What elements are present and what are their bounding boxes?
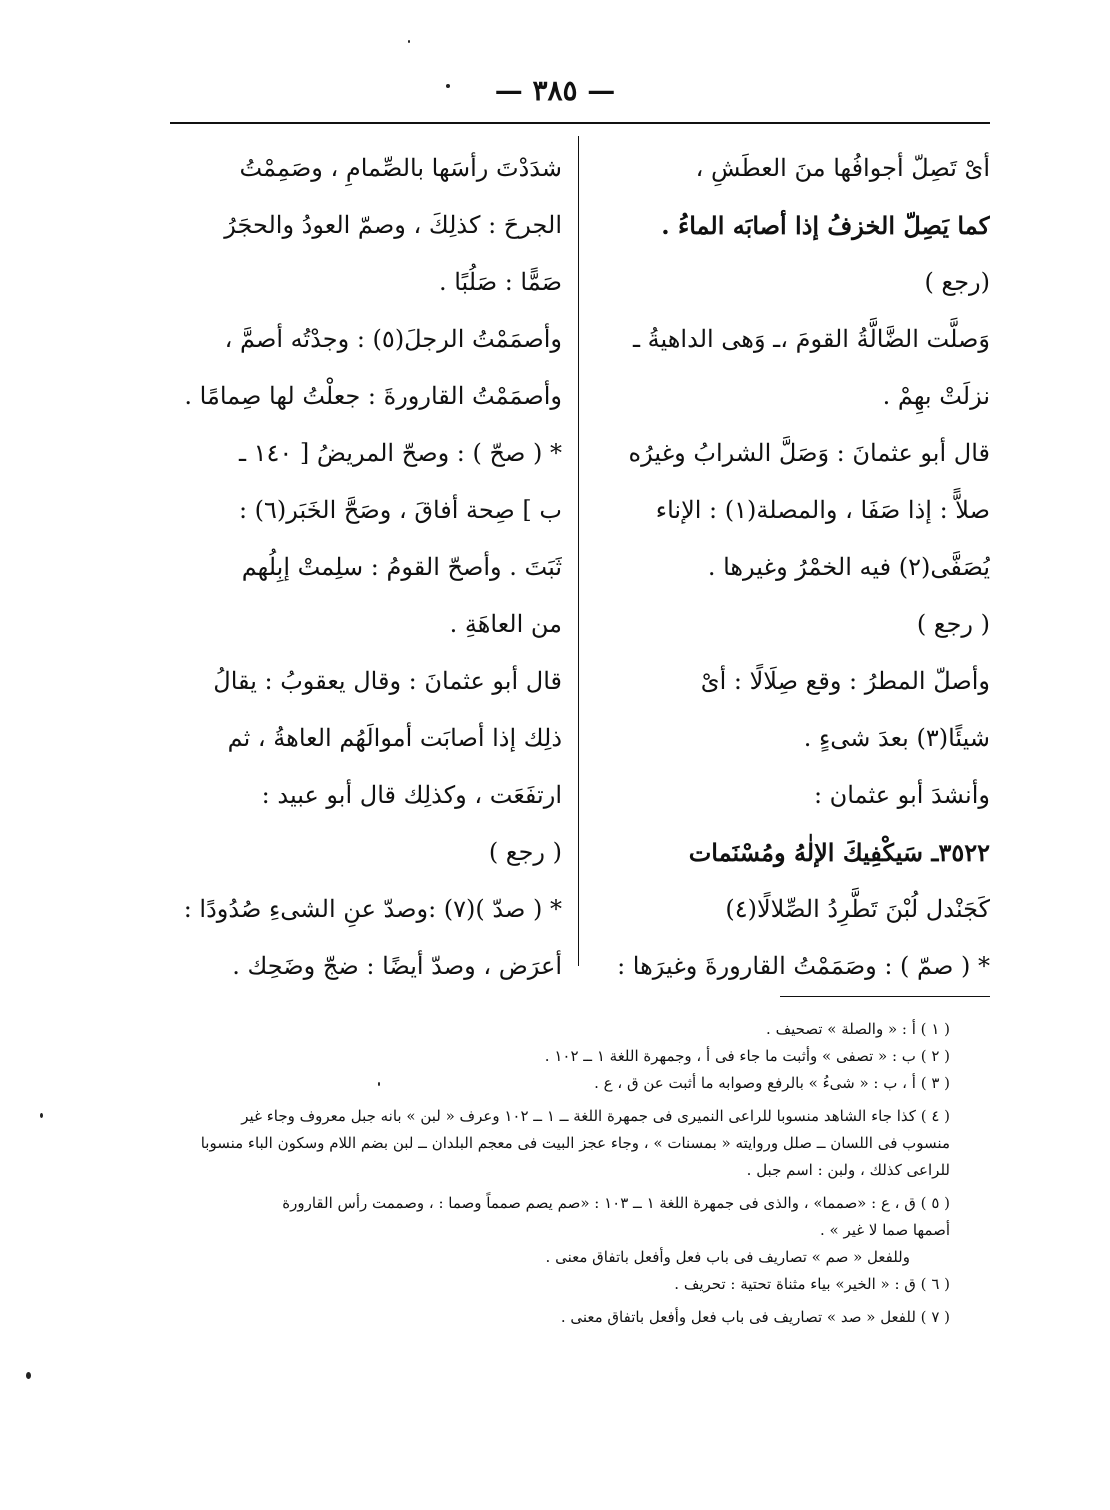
ink-speck [446,84,450,88]
footnote: ( ٧ ) للفعل « صد » تصاريف فى باب فعل وأفعل باتفاق معنى . [560,1308,950,1326]
entry-heading: * ( صحّ ) : وصحّ المريضُ [ ١٤٠ ـ [238,439,562,467]
ink-speck [408,40,410,43]
page-number: — ٣٨٥ — [494,74,616,107]
text-line: أىْ تَصِلّ أجوافُها منَ العطَشِ ، [695,154,990,182]
footnotes [170,1016,950,1331]
header-rule [170,122,990,124]
entry-heading: * ( صمّ ) : وصَمَمْتُ القارورةَ وغيرَها : [617,952,990,980]
text-line: شيئًا(٣) بعدَ شىءٍ . [803,724,990,752]
text-line: قال أبو عثمانَ : وَصَلَّ الشرابُ وغيرُه [628,439,990,467]
text-line: الجرحَ : كذلِكَ ، وصمّ العودُ والحجَرُ [224,211,562,239]
footnote: ( ٢ ) ب : « تصفى » وأثبت ما جاء فى أ ، وجمهرة اللغة ١ ــ ١٠٢ . [544,1047,950,1065]
verse-number-line: ٣٥٢٢ـ سَيكْفِيكَ الإلٰهُ ومُسْنَمات [688,838,990,867]
footnote: ( ٤ ) كذا جاء الشاهد منسوبا للراعى النميرى فى جمهرة اللغة ــ ١ ــ ١٠٢ وعرف « لبن » بانه جبل معروف وجاء غير [241,1107,950,1125]
text-line: كما يَصِلّ الخزفُ إذا أصابَه الماءُ . [661,211,990,240]
footnote: للراعى كذلك ، ولبن : اسم جبل . [746,1161,950,1179]
footnote: منسوب فى اللسان ــ صلل وروايته « بمسنات » ، وجاء عجز البيت فى معجم البلدان ــ لبن بضم اللام وسكون الباء منسوبا [200,1134,950,1152]
text-line: من العاهَةِ . [449,610,562,638]
footnote: ( ٥ ) ق ، ع : «صمما» ، والذى فى جمهرة اللغة ١ ــ ١٠٣ : «صم يصم صمماً وصما : ، وصممت رأس القارورة [282,1194,950,1212]
footnote: وللفعل « صم » تصاريف فى باب فعل وأفعل باتفاق معنى . [545,1248,910,1266]
text-line: ( رجع ) [916,610,990,638]
footnote: ( ٣ ) أ ، ب : « شىءُ » بالرفع وصوابه ما أثبت عن ق ، ع . [594,1074,950,1092]
footnote: ( ١ ) أ : « والصلة » تصحيف . [766,1020,950,1038]
text-line: ب ] صِحة أفاقَ ، وصَحَّ الخَبَر(٦) : [238,496,562,524]
text-line: ثَبَتَ . وأصحّ القومُ : سلِمتْ إبِلُهم [241,553,562,581]
text-line: أعرَض ، وصدّ أيضًا : ضجّ وضَحِك . [232,952,562,980]
ink-speck [26,1372,31,1379]
ink-speck [378,1082,380,1086]
text-line: صَمًّا : صَلُبًا . [438,268,562,296]
ink-speck [40,1113,43,1118]
right-column [600,140,990,995]
text-line: صلاًّ : إذا صَفَا ، والمصلة(١) : الإناء [655,496,990,524]
text-line: كَجَنْدل لُبْنَ تَطَّرِدُ الصِّلالًا(٤) [725,895,990,923]
text-line: (رجع ) [924,268,990,296]
text-line: وَصلَّت الضَّالَّةُ القومَ ،ـ وَهى الداهيةُ ـ [633,325,990,353]
text-line: ( رجع ) [488,838,562,866]
footnote: ( ٦ ) ق : « الخير» بياء مثناة تحتية : تحريف . [674,1275,950,1293]
text-line: ذلِك إذا أصابَت أموالَهُم العاهةُ ، ثم [227,724,562,752]
text-line: وأصلّ المطرُ : وقع صِلَالًا : أىْ [700,667,990,695]
text-line: وأنشدَ أبو عثمان : [813,781,990,809]
left-column [170,140,562,995]
text-line: ارتفَعَت ، وكذلِك قال أبو عبيد : [261,781,562,809]
entry-heading: * ( صدّ )(٧) :وصدّ عنِ الشىءِ صُدُودًا : [183,895,562,923]
text-line: وأصمَمْتُ القارورةَ : جعلْتُ لها صِمامًا . [184,382,562,410]
footnote-rule [780,996,990,997]
text-line: قال أبو عثمانَ : وقال يعقوبُ : يقالُ [213,667,562,695]
footnote: أصمها صما لا غير » . [819,1221,950,1239]
text-line: يُصَفَّى(٢) فيه الخمْرُ وغيرها . [707,553,990,581]
text-line: شدَدْتَ رأسَها بالصِّمامِ ، وصَمِمْتُ [239,154,562,182]
text-line: وأصمَمْتُ الرجلَ(٥) : وجدْتُه أصمَّ ، [224,325,562,353]
text-line: نزلَتْ بهِمْ . [882,382,990,410]
column-divider [578,136,579,966]
